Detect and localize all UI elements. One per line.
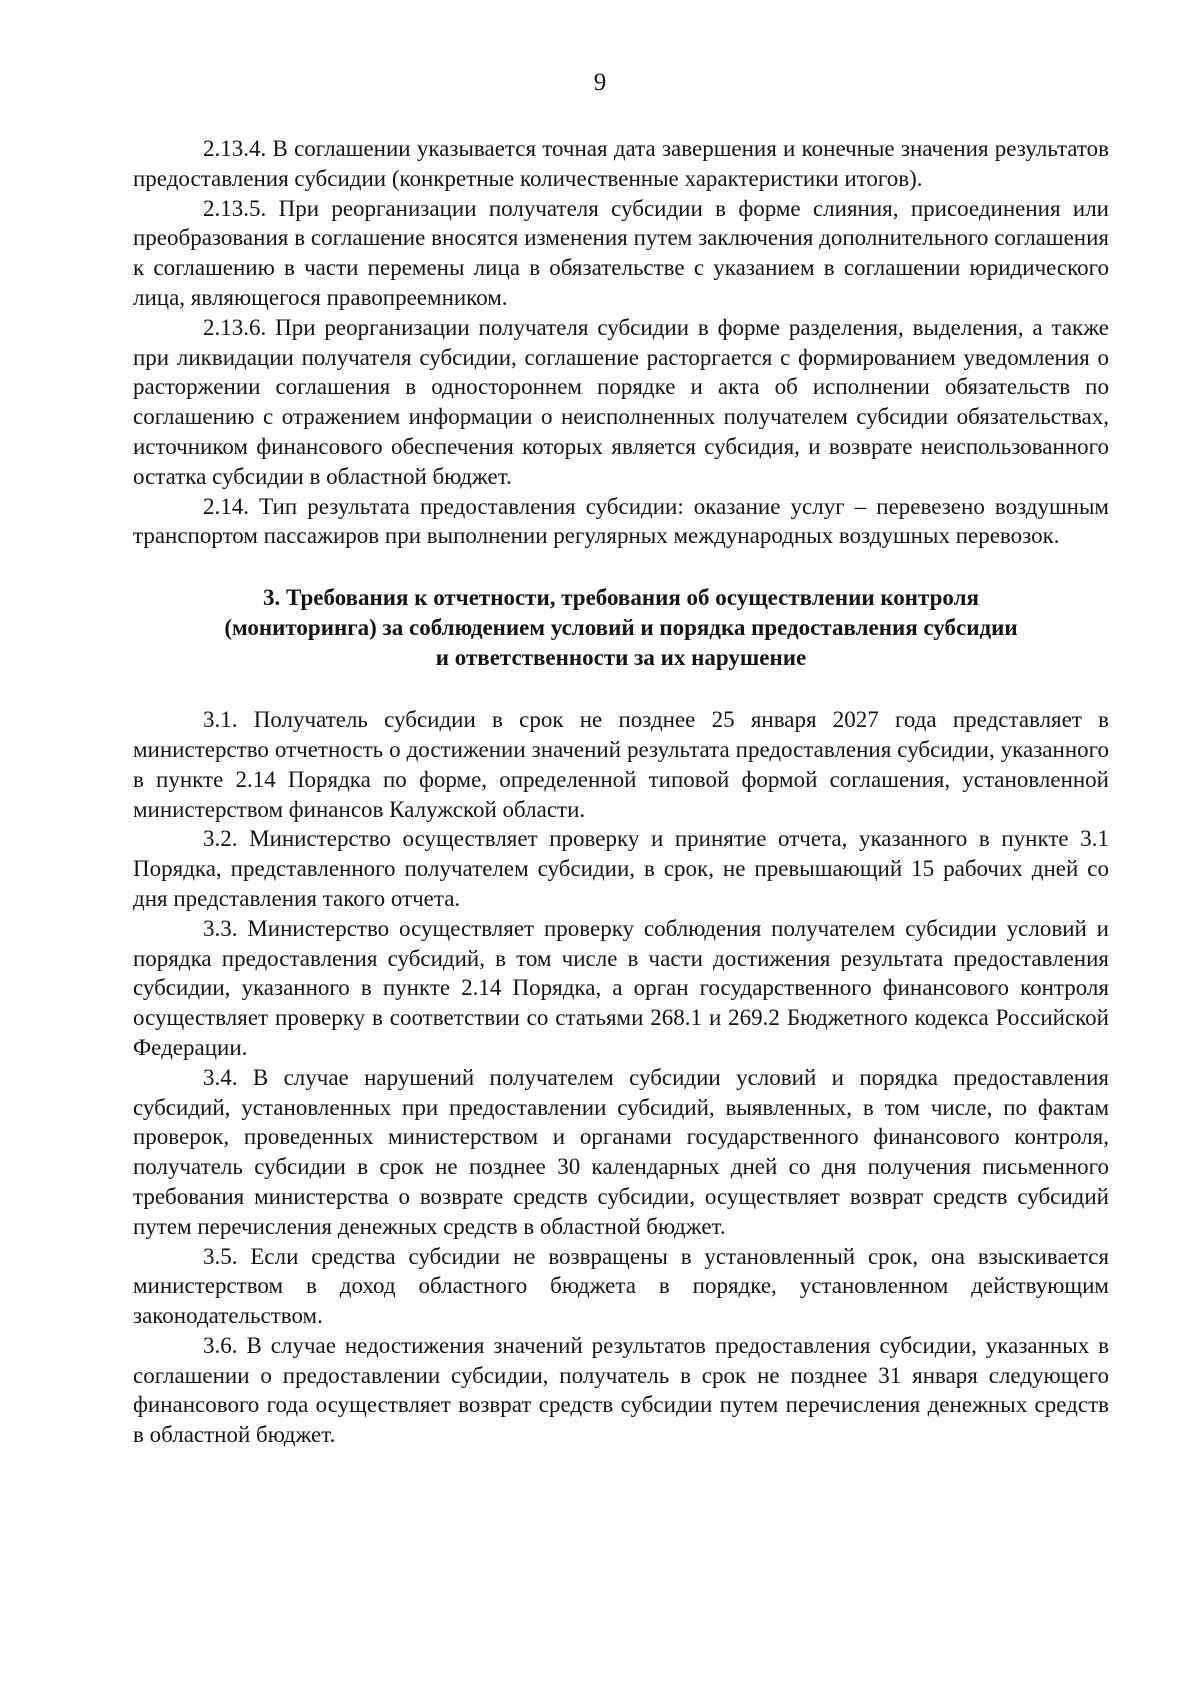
document-body [133,134,1109,1450]
paragraph-3-6: 3.6. В случае недостижения значений результатов предоставления субсидии, указанных в соглашении о предоставлении субсидии, получатель в срок не позднее 31 января следующего финансового года осуществляет возврат средств субсидии путем перечисления денежных средств в областной бюджет. [133,1332,1109,1448]
paragraph-2-13-5: 2.13.5. При реорганизации получателя субсидии в форме слияния, присоединения или преобразования в соглашение вносятся изменения путем заключения дополнительного соглашения к соглашению в части перемены лица в обязательстве с указанием в соглашении юридического лица, являющегося правопреемником. [133,195,1109,310]
section-3-heading-line: и ответственности за их нарушение [435,645,807,671]
paragraph-2-13-4: 2.13.4. В соглашении указывается точная дата завершения и конечные значения результатов предоставления субсидии (конкретные количественные характеристики итогов). [133,136,1109,191]
paragraph-2-14: 2.14. Тип результата предоставления субсидии: оказание услуг – перевезено воздушным транспортом пассажиров при выполнении регулярных международных воздушных перевозок. [133,493,1109,549]
paragraph-3-2: 3.2. Министерство осуществляет проверку и принятие отчета, указанного в пункте 3.1 Порядка, представленного получателем субсидии, в срок, не превышающий 15 рабочих дней со дня представления такого отчета. [133,826,1109,911]
paragraph-3-3: 3.3. Министерство осуществляет проверку соблюдения получателем субсидии условий и порядка предоставления субсидий, в том числе в части достижения результата предоставления субсидии, указанного в пункте 2.14 Порядка, а орган государственного финансового контроля осуществляет проверку в соответствии со статьями 268.1 и 269.2 Бюджетного кодекса Российской Федерации. [133,915,1109,1060]
section-3-heading-line: (мониторинга) за соблюдением условий и порядка предоставления субсидии [224,615,1018,641]
paragraph-3-1: 3.1. Получатель субсидии в срок не позднее 25 января 2027 года представляет в министерство отчетность о достижении значений результата предоставления субсидии, указанного в пункте 2.14 Порядка по форме, определенной типовой формой соглашения, установленной министерством финансов Калужской области. [133,707,1109,822]
paragraph-2-13-6: 2.13.6. При реорганизации получателя субсидии в форме разделения, выделения, а также при ликвидации получателя субсидии, соглашение расторгается с формированием уведомления о расторжении соглашения в одностороннем порядке и акта об исполнении обязательств по соглашению с отражением информации о неисполненных получателем субсидии обязательствах, источником финансового обеспечения которых является субсидия, и возврате неиспользованного остатка субсидии в областной бюджет. [133,314,1109,489]
paragraph-3-4: 3.4. В случае нарушений получателем субсидии условий и порядка предоставления субсидий, установленных при предоставлении субсидий, выявленных, в том числе, по фактам проверок, проведенных министерством и органами государственного финансового контроля, получатель субсидии в срок не позднее 30 календарных дней со дня получения письменного требования министерства о возврате средств субсидии, осуществляет возврат средств субсидий путем перечисления денежных средств в областной бюджет. [133,1064,1109,1239]
section-3-heading [133,583,1109,673]
page-number: 9 [593,69,607,96]
paragraph-3-5: 3.5. Если средства субсидии не возвращены в установленный срок, она взыскивается министерством в доход областного бюджета в порядке, установленном действующим законодательством. [133,1243,1109,1329]
section-3-heading-line: 3. Требования к отчетности, требования об осуществлении контроля [263,585,979,611]
